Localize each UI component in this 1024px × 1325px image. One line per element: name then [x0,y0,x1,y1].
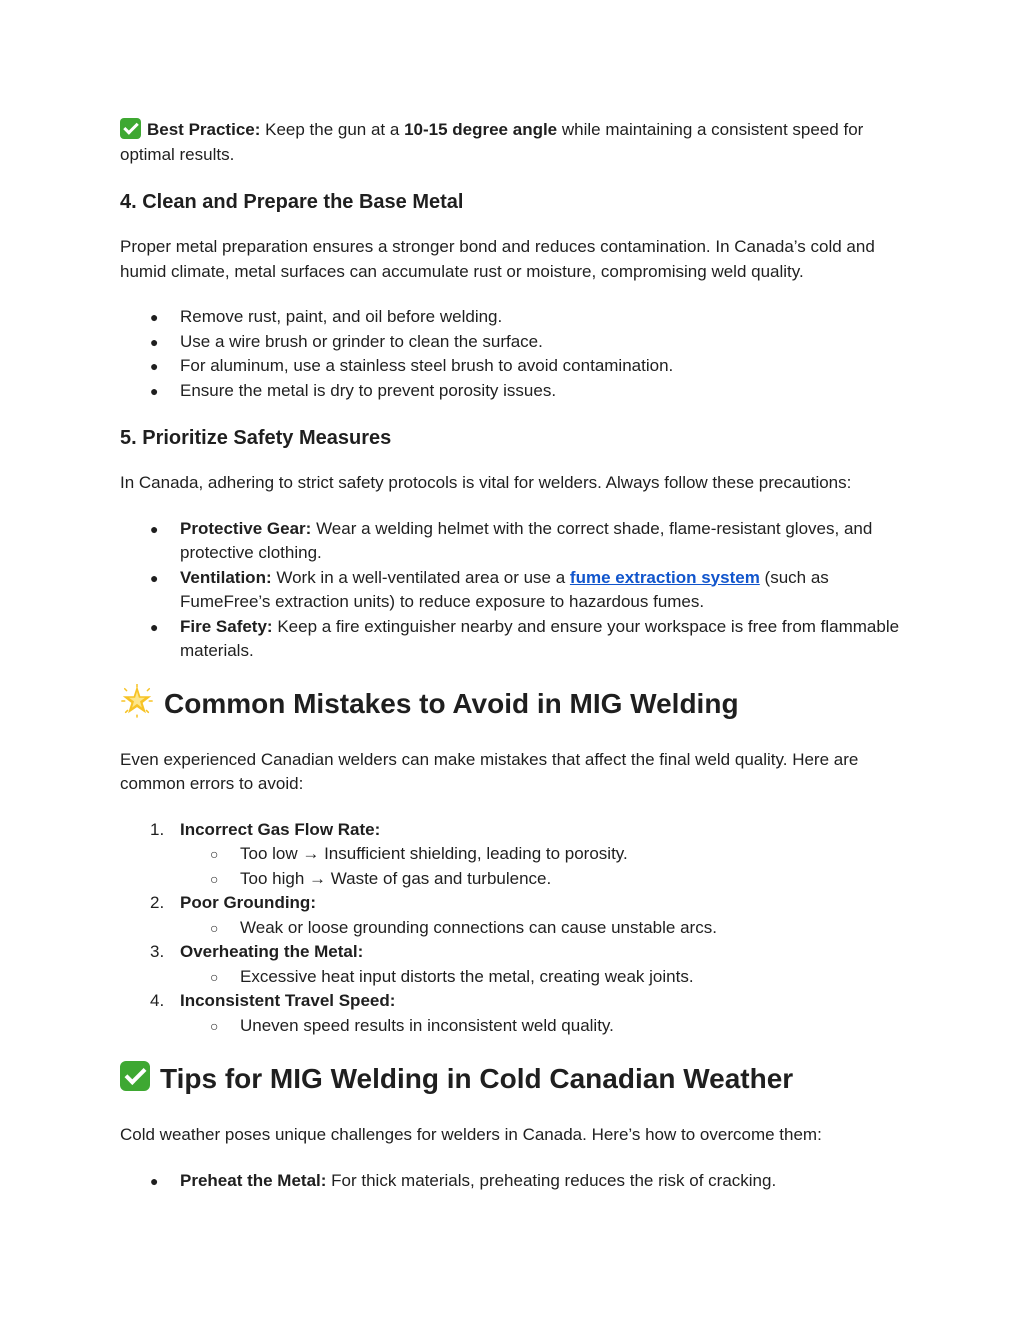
mistakes-heading-text: Common Mistakes to Avoid in MIG Welding [164,687,739,719]
section-4-heading: 4. Clean and Prepare the Base Metal [120,191,464,213]
ventilation-text-before: Work in a well-ventilated area or use a [271,567,570,587]
list-number: 3. [150,942,165,961]
preheat-text: For thick materials, preheating reduces the risk of cracking. [326,1170,777,1190]
list-item-ventilation [120,566,910,615]
check-mark-icon [120,1061,150,1091]
list-item: ● Ensure the metal is dry to prevent porosity issues. [120,379,910,404]
cold-weather-heading-text: Tips for MIG Welding in Cold Canadian Weather [160,1063,794,1094]
mistakes-list [120,818,910,1039]
sub-list [120,1014,910,1039]
fume-extraction-link[interactable]: fume extraction system [569,567,760,587]
list-item [120,940,910,989]
cold-weather-heading [120,1061,910,1097]
list-item-label: Inconsistent Travel Speed: [180,991,396,1010]
best-practice-paragraph [120,118,910,167]
mistakes-intro: Even experienced Canadian welders can make mistakes that affect the final weld quality. Here are common errors to avoid: [120,749,859,793]
sub-list [120,965,910,990]
protective-gear-label: Protective Gear: [180,518,312,538]
fire-safety-text: Keep a fire extinguisher nearby and ensure your workspace is free from flammable materials. [180,616,900,660]
best-practice-text-after: while maintaining a consistent speed for optimal results. [120,120,864,164]
section-5-intro: In Canada, adhering to strict safety protocols is vital for welders. Always follow these precautions: [120,473,852,492]
section-5-heading: 5. Prioritize Safety Measures [120,427,392,449]
list-item [120,891,910,940]
list-item-label: Poor Grounding: [180,893,316,912]
list-item [120,989,910,1038]
cold-weather-list [120,1169,910,1194]
protective-gear-text: Wear a welding helmet with the correct shade, flame-resistant gloves, and protective clothing. [180,518,873,562]
section-4-list [120,305,910,403]
sub-list [120,842,910,891]
preheat-label: Preheat the Metal: [180,1170,327,1190]
sub-list [120,916,910,941]
best-practice-highlight: 10-15 degree angle [404,120,558,139]
sub-list-item: ○ Too low → Insufficient shielding, leading to porosity. [180,842,910,867]
check-mark-icon [120,118,141,139]
sub-list-item: ○ Excessive heat input distorts the metal, creating weak joints. [180,965,910,990]
list-item: ● For aluminum, use a stainless steel brush to avoid contamination. [120,354,910,379]
sub-list-item: ○ Weak or loose grounding connections can cause unstable arcs. [180,916,910,941]
list-number: 4. [150,991,165,1010]
list-item-protective-gear [120,517,910,566]
best-practice-text-before: Keep the gun at a [260,120,405,139]
glowing-star-icon [120,684,154,718]
cold-weather-intro: Cold weather poses unique challenges for welders in Canada. Here’s how to overcome them: [120,1125,822,1144]
list-item-label: Incorrect Gas Flow Rate: [180,819,381,839]
list-item [120,818,910,892]
fire-safety-label: Fire Safety: [180,616,273,636]
ventilation-label: Ventilation: [180,567,272,587]
list-item-preheat [120,1169,910,1194]
list-number: 2. [150,893,165,912]
list-item-label: Overheating the Metal: [180,942,364,961]
list-item-fire-safety [120,615,910,664]
ventilation-text-after: (such as FumeFree’s extraction units) to reduce exposure to hazardous fumes. [180,567,829,611]
sub-list-item: ○ Too high → Waste of gas and turbulence. [180,867,910,892]
list-item: ● Use a wire brush or grinder to clean the surface. [120,330,910,355]
list-item: ● Remove rust, paint, and oil before welding. [120,305,910,330]
list-number: 1. [150,819,165,839]
best-practice-label: Best Practice: [147,120,261,139]
document-page [120,118,910,1193]
section-5-list [120,517,910,664]
section-4-intro: Proper metal preparation ensures a stronger bond and reduces contamination. In Canada’s cold and humid climate, metal surfaces can accumulate rust or moisture, compromising weld quality. [120,237,875,281]
mistakes-heading [120,684,910,722]
sub-list-item: ○ Uneven speed results in inconsistent weld quality. [180,1014,910,1039]
